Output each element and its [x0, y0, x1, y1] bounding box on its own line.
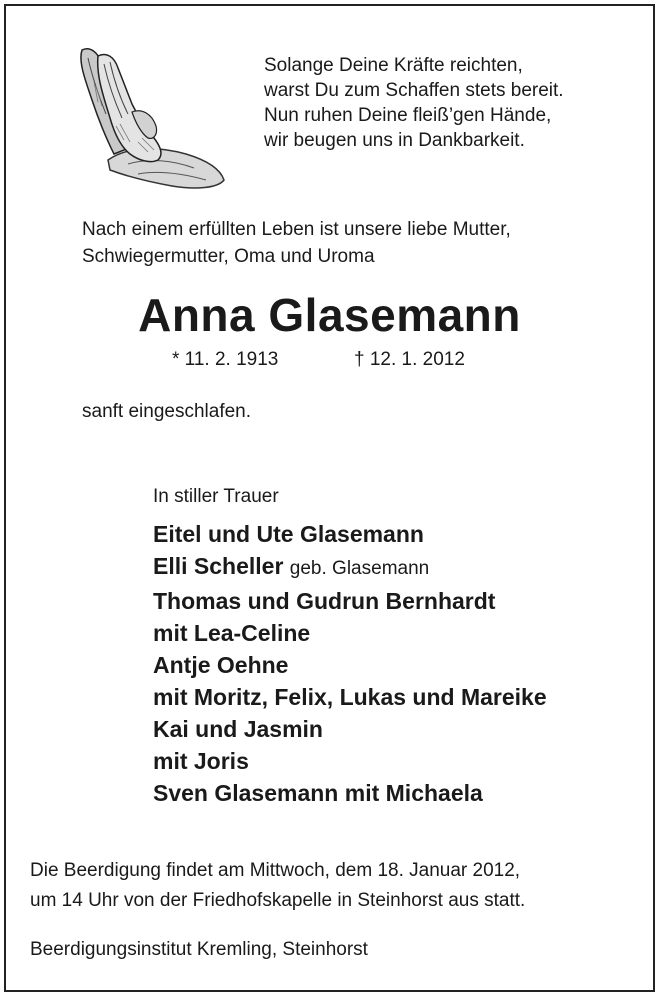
poem — [264, 53, 564, 153]
mourning-intro: In stiller Trauer — [153, 486, 279, 507]
funeral-home: Beerdigungsinstitut Kremling, Steinhorst — [30, 939, 368, 960]
maiden-name: geb. Glasemann — [289, 558, 430, 579]
mourner-line: Antje Oehne — [153, 652, 289, 678]
funeral-line: Die Beerdigung findet am Mittwoch, dem 18. Januar 2012, — [30, 860, 521, 881]
passed-text: sanft eingeschlafen. — [82, 401, 252, 422]
deceased-name: Anna Glasemann — [138, 289, 521, 341]
obituary-notice — [4, 4, 655, 992]
mourners-list — [153, 518, 547, 809]
mourner-line: mit Joris — [153, 748, 249, 774]
intro-line: Nach einem erfüllten Leben ist unsere liebe Mutter, — [82, 219, 511, 240]
poem-line: wir beugen uns in Dankbarkeit. — [264, 130, 525, 151]
mourner-line: mit Lea-Celine — [153, 620, 311, 646]
praying-hands-icon — [68, 42, 228, 192]
announcement-intro — [82, 216, 511, 270]
poem-line: Nun ruhen Deine fleiß’gen Hände, — [264, 105, 552, 126]
intro-line: Schwiegermutter, Oma und Uroma — [82, 246, 375, 267]
funeral-line: um 14 Uhr von der Friedhofskapelle in Steinhorst aus statt. — [30, 890, 526, 911]
poem-line: warst Du zum Schaffen stets bereit. — [264, 80, 564, 101]
mourner-line: Thomas und Gudrun Bernhardt — [153, 588, 496, 614]
death-date: † 12. 1. 2012 — [354, 349, 465, 370]
poem-line: Solange Deine Kräfte reichten, — [264, 55, 523, 76]
mourner-line: Eitel und Ute Glasemann — [153, 521, 424, 547]
birth-date: * 11. 2. 1913 — [172, 349, 279, 370]
mourner-name: Elli Scheller — [153, 553, 284, 579]
mourner-line: Sven Glasemann mit Michaela — [153, 780, 483, 806]
mourner-line: mit Moritz, Felix, Lukas und Mareike — [153, 684, 547, 710]
funeral-info — [30, 856, 525, 916]
mourner-line — [153, 550, 547, 585]
mourner-line: Kai und Jasmin — [153, 716, 323, 742]
